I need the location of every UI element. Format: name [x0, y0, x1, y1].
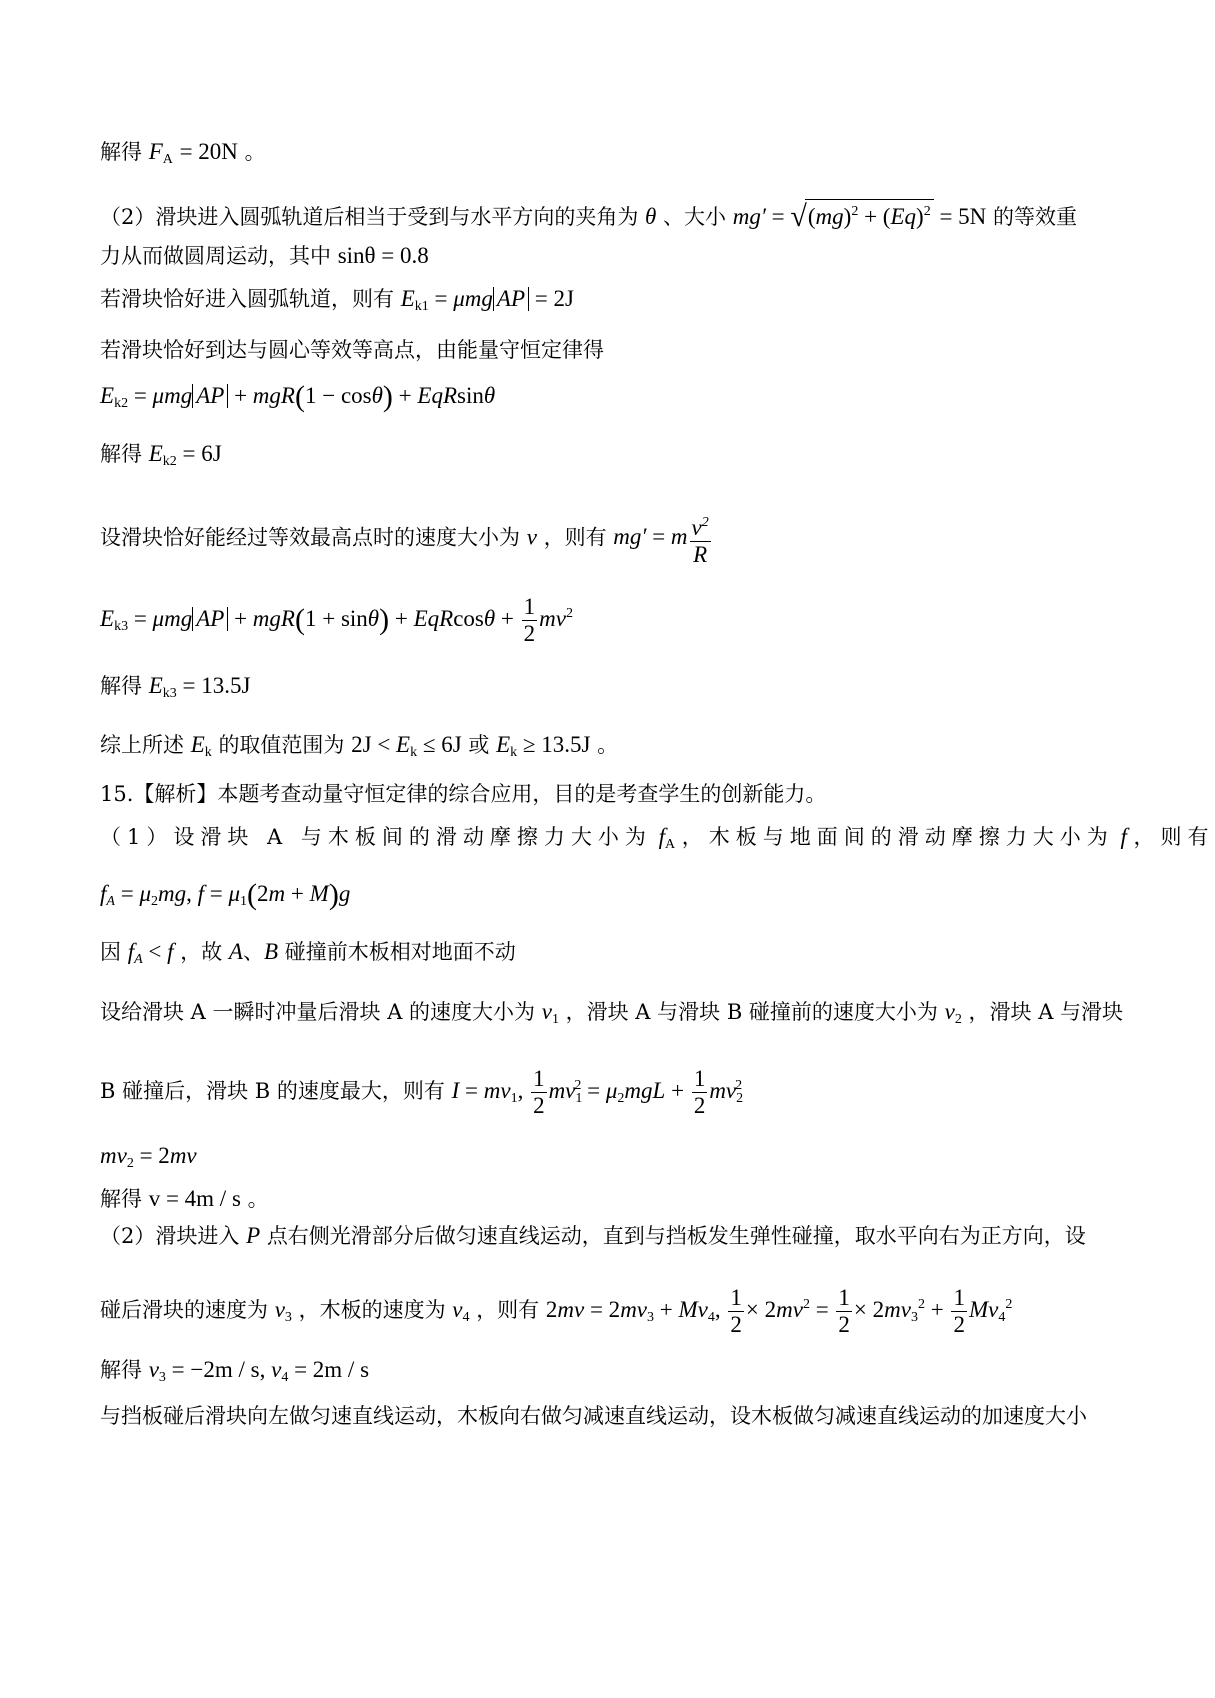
text: ，滑块 A 与滑块: [968, 1000, 1124, 1024]
math-value: = 2m / s: [294, 1357, 370, 1382]
text: 。: [247, 1187, 269, 1211]
text: ，滑块 A 与滑块 B 碰撞前的速度大小为: [565, 1000, 938, 1024]
line-part1-intro: （1）设滑块 A 与木板间的滑动摩擦力大小为 $f_A$ ，木板与地面间的滑动摩擦力大小为 f ，则有: [100, 824, 1215, 852]
text: （2）滑块进入圆弧轨道后相当于受到与水平方向的夹角为: [100, 205, 639, 229]
equation-Ek2: $E_{k2} = \mu mg$ AP + mgR(1 − cosθ) + EqRsinθ: [100, 380, 496, 413]
math-value: = 6J: [182, 441, 222, 466]
text: 综上所述: [100, 733, 184, 757]
math-value: = 2J: [534, 286, 574, 311]
text: 与挡板碰后滑块向左做匀速直线运动，木板向右做匀减速直线运动，设木板做匀减速直线运动的加速度大小: [100, 1404, 1087, 1428]
line-result-Ek2: 解得 $E_{k2} = 6J$: [100, 441, 222, 469]
equation-momentum: $mv_2 = 2mv$: [100, 1143, 197, 1171]
math-value: sinθ = 0.8: [337, 243, 429, 268]
line-Ek1: [100, 285, 574, 321]
math-formula: $mg' = √(mg)^2 + (Eq)^2 = 5N$: [732, 200, 987, 233]
line-summary-range: 综上所述 $E_k$ 的取值范围为 $2J < E_k \le 6J$ 或 $E_k \ge 13.5J$ 。: [100, 732, 619, 760]
text: 解得: [100, 674, 142, 698]
math-value: v = 4m / s: [148, 1186, 241, 1211]
text: 或: [468, 733, 490, 757]
text: 设给滑块 A 一瞬时冲量后滑块 A 的速度大小为: [100, 1000, 536, 1024]
math-value: 2J <: [351, 732, 391, 757]
math-value: = 5N: [939, 204, 987, 229]
text: 的取值范围为: [218, 733, 345, 757]
equation-Ek3: $E_{k3} = \mu mg$ AP + mgR(1 + sinθ) + EqRcosθ + $\frac{1}{2}$ $mv^2$: [100, 594, 573, 646]
line-elastic-collision: 碰后滑块的速度为 $v_3$ ，木板的速度为 $v_4$ ，则有 $2mv = 2mv_3 + Mv_4$, $\frac{1}{2}$ × $2mv^2$ = $\frac{1}{2}$ × $2mv_3^2$ + $\frac{1}{2}$ $Mv_4^2$: [100, 1285, 1013, 1337]
line-result-FA: [100, 138, 266, 174]
text: 因: [100, 940, 121, 964]
line-momentum-energy: B 碰撞后，滑块 B 的速度最大，则有 $I = mv_1$, $\frac{1}{2}$ $mv_1^2 = \mu_2mgL$ + $\frac{1}{2}$ $mv_2^2$: [100, 1066, 744, 1118]
text: ，则有: [543, 525, 607, 550]
math-symbol: $F_A$: [148, 139, 173, 167]
text: ，则有: [476, 1297, 540, 1322]
text: （2）滑块进入: [100, 1224, 240, 1248]
line-result-Ek3: 解得 $E_{k3} = 13.5J$: [100, 673, 251, 701]
text: 解得: [100, 442, 142, 466]
equation-friction: $f_A = \mu_2mg$, $f = \mu_1(2m + M)g$: [100, 878, 351, 911]
text: 若滑块恰好进入圆弧轨道，则有: [100, 287, 394, 311]
text: 解得: [100, 140, 142, 164]
text: B 碰撞后，滑块 B 的速度最大，则有: [100, 1078, 445, 1103]
text: 15.【解析】本题考查动量守恒定律的综合应用，目的是考查学生的创新能力。: [100, 782, 827, 806]
text: 设滑块恰好能经过等效最高点时的速度大小为: [100, 525, 520, 550]
text: 解得: [100, 1187, 142, 1211]
text: 若滑块恰好到达与圆心等效等高点，由能量守恒定律得: [100, 338, 604, 362]
math-value: = 20N: [179, 139, 238, 164]
line-part2-collision: （2）滑块进入 P 点右侧光滑部分后做匀速直线运动，直到与挡板发生弹性碰撞，取水平向右为正方向，设: [100, 1223, 1086, 1248]
text: 、大小: [663, 205, 727, 229]
text: ，木板与地面间的滑动摩擦力大小为: [681, 825, 1114, 849]
text: ，则有: [1133, 825, 1215, 849]
line-board-static: 因 $f_A < f$ ，故 A、B 碰撞前木板相对地面不动: [100, 939, 516, 967]
text: 的等效重: [992, 205, 1077, 229]
line-result-v: [100, 1185, 269, 1213]
math-value: ≥ 13.5J: [522, 732, 591, 757]
math-symbol: θ: [645, 204, 657, 229]
text: 碰撞前木板相对地面不动: [284, 940, 516, 964]
math-value: = 13.5J: [182, 673, 251, 698]
math-value: = −2m / s,: [171, 1357, 266, 1382]
text: 点右侧光滑部分后做匀速直线运动，直到与挡板发生弹性碰撞，取水平向右为正方向，设: [266, 1224, 1086, 1248]
line-energy-conservation: [100, 336, 604, 364]
text: 解得: [100, 1358, 142, 1382]
text: 碰后滑块的速度为: [100, 1297, 268, 1322]
text: 力从而做圆周运动，其中: [100, 244, 331, 268]
text: 。: [597, 733, 619, 757]
line-result-v3-v4: 解得 $v_3 = -2m / s$, $v_4 = 2m / s$: [100, 1357, 370, 1385]
math-value: ≤ 6J: [422, 732, 462, 757]
text: ，故: [180, 940, 223, 964]
text: 。: [244, 140, 266, 164]
line-sin-theta: [100, 242, 429, 270]
heading-problem-15: [100, 780, 826, 808]
line-part2-intro: [100, 199, 1077, 231]
line-velocity-setup: 设给滑块 A 一瞬时冲量后滑块 A 的速度大小为 $v_1$ ，滑块 A 与滑块 B 碰撞前的速度大小为 $v_2$ ，滑块 A 与滑块: [100, 999, 1124, 1027]
text: ，木板的速度为: [298, 1297, 446, 1322]
text: （1）设滑块 A 与木板间的滑动摩擦力大小为: [100, 825, 652, 849]
line-highest-point: 设滑块恰好能经过等效最高点时的速度大小为 v ，则有 mg′ = m $\frac{v^2}{R}$: [100, 515, 709, 567]
math-formula: $E_{k1} = \mu mg$ AP = 2J: [400, 286, 574, 314]
line-after-collision: [100, 1402, 1087, 1430]
